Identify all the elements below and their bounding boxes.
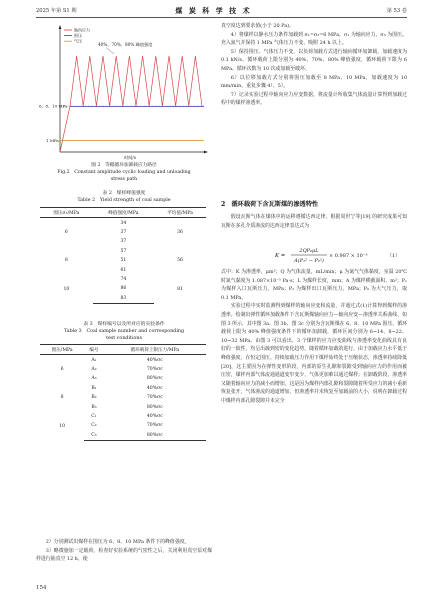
table-cell: 81 — [177, 286, 183, 292]
table-cell: 8 — [60, 395, 64, 401]
table-cell: C₁ — [91, 413, 97, 419]
step-3-paragraph: 3）略微施加一定载荷，检查好实验系统的气密性之后，关闭利用真空泵对煤样进行抽真空 12 h，使 — [36, 547, 212, 563]
left-column-text — [36, 538, 212, 564]
table-cell: 70%σc — [146, 395, 163, 401]
symbols-paragraph: 式中：K 为渗透率，μm²；Q 为气体流量，mL/min；μ 为氮气气体黏度，室温 20℃ 时氮气黏度为 1.087×10⁻⁵ Pa·s；L 为煤样长度，mm；A 为煤样横截面积，m²；P₁ 为煤样入口瓦斯压力，MPa；P₂ 为煤样出口瓦斯压力，MPa；P₀ 为大气压力，取 0.1 MPa。 — [221, 269, 407, 301]
table2-header-peak: 峰值强度/MPa — [93, 208, 154, 218]
table-cell: 8 — [64, 258, 68, 264]
table-cell: 40%σc — [146, 413, 163, 419]
step-5-paragraph: 5）保持围压、气体压力不变，以负荷加载方式进行轴向循环加卸载，加载速度为 0.1 kN/s，循环载荷上限分别为 40%、70%、80% 峰值强度，循环载荷下限为 6 MPa。循环次数为 10 次或加载至破坏。 — [221, 48, 407, 72]
table2-title-en: Table 2 Yield strength of coal sample — [77, 198, 171, 203]
figure-caption-cn: 图 2 等幅循环加卸载应力路径 — [91, 163, 157, 168]
table-cell: B₃ — [91, 404, 97, 410]
table-cell: 36 — [177, 229, 183, 235]
section-heading: 2 循环载荷下含瓦斯煤的渗透特性 — [221, 201, 319, 208]
table3-title-en-2: test conditions — [106, 335, 142, 341]
step-2-paragraph: 2）分别测试出煤样在围压为 6、8、10 MPa 条件下的峰值强度。 — [45, 539, 190, 545]
test-conditions-table — [40, 344, 206, 441]
step-6-paragraph: 6）以位移加载方式分别将围压加载至 8 MPa、10 MPa，加载速度为 10 mm/min，重复步骤 4）、5）。 — [221, 74, 407, 90]
table-cell: 86 — [120, 286, 127, 292]
page-number: 154 — [36, 585, 47, 591]
table-cell: 10 — [59, 423, 66, 429]
volume-label: 第 53 卷 — [386, 8, 407, 14]
step-7-paragraph: 7）记录实验过程中轴向应力应变数据，将流量计所收集气体流量计算得到加载过程中的煤样渗透率。 — [221, 91, 407, 107]
darcy-formula — [221, 244, 407, 266]
table-cell: B₂ — [91, 395, 97, 401]
table-cell: B₁ — [91, 385, 97, 391]
table-cell: 70%σc — [146, 366, 163, 372]
table-cell: 10 — [63, 286, 70, 292]
x-axis-label: 时间/s — [124, 155, 136, 160]
table2-header-confining: 围压σ₃/MPa — [40, 208, 93, 218]
legend-label: 轴向应力 — [74, 27, 90, 33]
step-4-paragraph: 4）将煤样以静水压力条件加载到 σ₁=σ₃=6 MPa，σ₁ 为轴向应力，σ₃ 为围压。充入氮气并保持 1 MPa 气体压力不变，吸附 24 h 以上。 — [221, 31, 407, 47]
y-tick-gas: 1 MPa — [46, 138, 59, 143]
table-cell: A₂ — [91, 366, 97, 372]
header-rule — [36, 17, 407, 18]
step-3-continued: 真空度达到要求值(小于 20 Pa)。 — [221, 23, 294, 29]
table3-title-en-1: Table 3 Coal sample number and corresponding — [63, 329, 185, 334]
table-cell: C₃ — [84, 431, 103, 441]
table-row — [40, 275, 206, 284]
table3-header-confining: 围压/MPa — [40, 345, 84, 355]
figure-legend — [64, 26, 90, 43]
figure-caption-en-2: stress path — [110, 176, 138, 182]
y-tick-confining: 6、8、10 MPa — [39, 103, 68, 109]
formula-denominator: A(P₁² − P₂²) — [294, 258, 324, 264]
darcy-intro — [221, 213, 407, 230]
axial-stress-line — [60, 56, 202, 152]
table-cell: 56 — [177, 258, 183, 264]
table-cell: 80%σc — [146, 376, 163, 382]
formula-lhs: K = — [275, 253, 286, 259]
table3-header-upper-limit: 循环载荷上限压力/MPa — [104, 345, 206, 355]
yield-strength-table — [40, 207, 206, 304]
right-column-body — [221, 268, 407, 406]
table-cell: 34 — [120, 220, 127, 226]
table3-title-cn: 表 3 煤样编号以及所对应的实验条件 — [83, 322, 165, 327]
table-cell: 61 — [120, 267, 127, 273]
table-cell: 51 — [120, 258, 127, 264]
table-row — [40, 218, 206, 228]
table-cell: 74 — [120, 276, 127, 282]
right-column-text — [221, 22, 407, 108]
table-cell: 6 — [64, 229, 68, 235]
darcy-intro-paragraph: 假设瓦斯气体在煤体中的运移遵循达西定律，根据周世宁等[19] 的研究成果可知瓦斯在多孔介质渗流的达西定律表达式为 — [221, 214, 407, 229]
issue-label: 2025 年第 S1 期 — [36, 8, 77, 14]
table-cell: 40%σc — [146, 385, 163, 391]
annotation-arrow — [106, 48, 114, 55]
table-cell: 40%σc — [146, 357, 163, 363]
figure-caption-en-1: Fig.2 Constant amplitude cyclic loading and unloading — [57, 170, 191, 175]
table2-header-mean: 平均值/MPa — [154, 208, 206, 218]
legend-label: 围压 — [74, 33, 82, 38]
table-cell: 37 — [120, 229, 127, 235]
table-cell: 80%σc — [104, 431, 206, 441]
table-row — [40, 247, 206, 256]
formula-factor: × 0.987 × 10⁻³ — [329, 253, 368, 259]
table-cell: 57 — [120, 248, 127, 254]
peak-annotation: 40%、70%、80% 峰值强度 — [98, 42, 153, 47]
results-paragraph: 实验过程中实时监测得到煤样的轴向应变和流量，并通过式(1)计算得到煤样的渗透率，绘制出弹性循环加载条件下含瓦斯煤轴向应力—轴向应变—渗透率关系曲线，如图 3 所示，其中图 3a、图 3b、图 3c 分别为含瓦斯煤在 6、8、10 MPa 围压、循环载荷上限为 40% 峰值强度条件下的循环加卸载，循环区间分别为 6~14、8~22、10~32 MPa。由图 3 可以看出，3 个煤样的应力应变曲线与渗透率变化曲线具有良好的一致性，均呈出疏到密的变化趋势。随着循环加载的进行，由于加载应力水平低于峰值强度，在恒定围压、持续加载压力作用下煤样始终处于压缩状态，渗透率持续降低[20]，这主要因为在弹性变形阶段，内部的原生孔隙和裂隙受到轴向应力的作用而被压密，煤样内部气体流通通道变窄变少，气体更加难以通过煤样；在卸载阶段，渗透率又随着轴向应力的减小而增加，这是因为煤样内部孔隙和裂隙随着所受应力的减小重新恢复张开，气体渗流的通道增加，但渗透率并未恢复至加载前的大小，说明在卸载过程中煤样内部孔隙裂隙并未完全 — [221, 303, 407, 404]
table2-title-cn: 表 2 煤样峰值强度 — [102, 191, 146, 196]
table3-header-id: 编号 — [84, 345, 103, 355]
table-cell: A₃ — [91, 376, 97, 382]
journal-title: 煤 炭 科 学 技 术 — [175, 6, 252, 15]
formula-numerator: 2QP₀μL — [299, 248, 319, 254]
table-cell: A₁ — [91, 357, 97, 363]
table-row — [40, 355, 206, 365]
table-cell: 80%σc — [146, 404, 163, 410]
stress-path-figure — [36, 24, 212, 160]
table-row — [40, 384, 206, 393]
table-cell: 83 — [93, 294, 154, 304]
equation-number: （1） — [387, 253, 401, 259]
table-cell: C₂ — [91, 423, 97, 429]
legend-label: 气压 — [74, 38, 82, 44]
table-cell: 37 — [120, 239, 127, 245]
table-cell: 6 — [60, 366, 64, 372]
table-cell: 70%σc — [146, 423, 163, 429]
table-row — [40, 412, 206, 421]
